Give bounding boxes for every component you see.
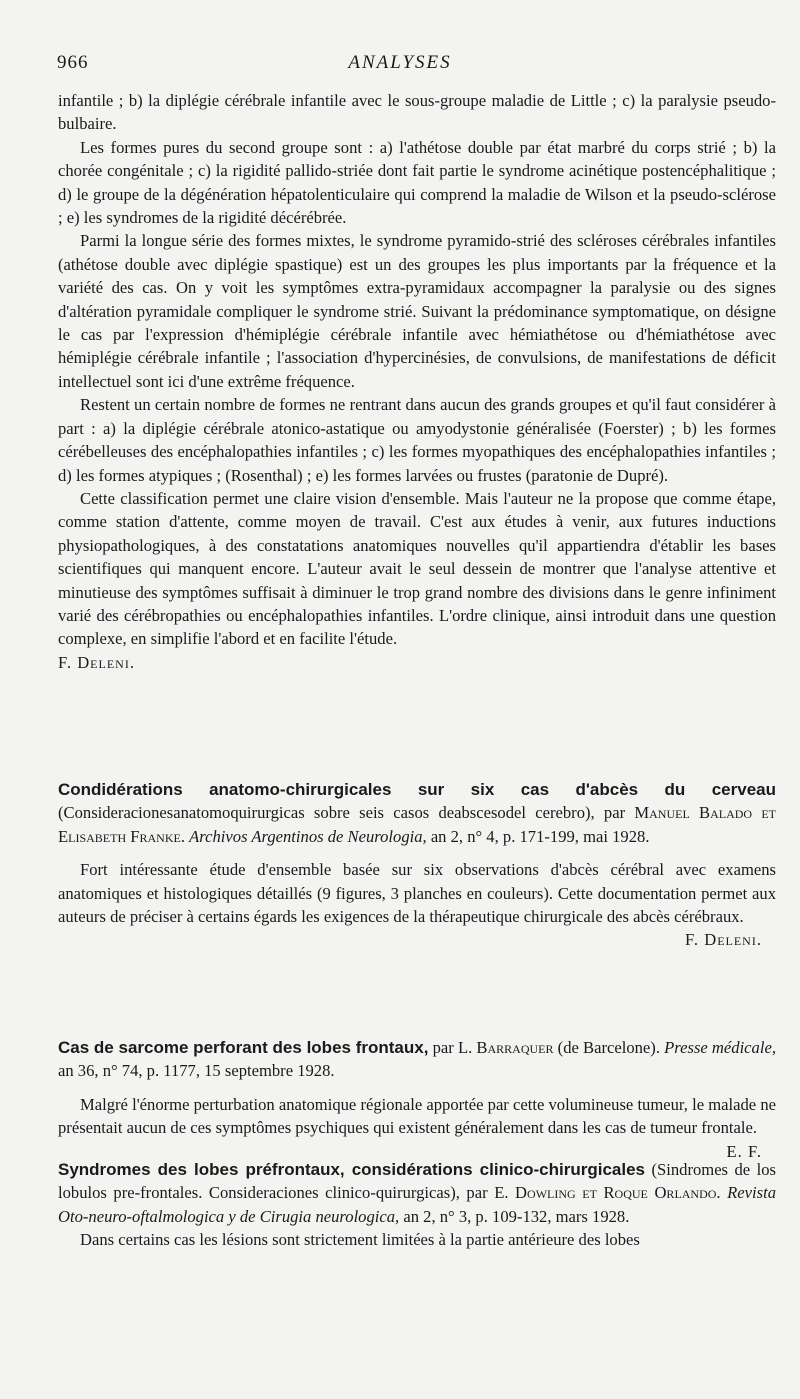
reviewer-signature: E. F. — [726, 1141, 762, 1161]
paragraph-classification: Cette classification permet une claire vision d'ensemble. Mais l'auteur ne la propose que comme étape, comme station d'attente, comme moyen de travail. C'est aux études à venir, aux futures inductions physiopathologiques, à des constatations anatomiques nouvelles qu'il appartiendra d'établir les bases scientifiques qui manquent encore. L'auteur avait le seul dessein de montrer que l'analyse attentive et minutieuse des symptômes suffisait à diminuer le trop grand nombre des divisions dans le genre infiniment varié des cérébropathies ou encéphalopathies infantiles. L'ordre clinique, ainsi introduit dans une question complexe, en simplifie l'abord et en facilite l'étude. — [58, 488, 776, 649]
review-lobes-prefrontaux — [58, 1158, 776, 1252]
paragraph-pure-forms: Les formes pures du second groupe sont : a) l'athétose double par état marbré du corps strié ; b) la chorée congénitale ; c) la rigidité pallido-striée dont fait partie le syndrome acinétique postencéphalitique ; d) le groupe de la dégénération hépatolenticulaire qui comprend la maladie de Wilson et la pseudo-sclérose ; e) les syndromes de la rigidité décérébrée. — [58, 137, 776, 228]
journal-name: Revista Oto-neuro-oftalmologica y de Cirugia neurologica, — [58, 1183, 777, 1226]
review-abces-cerveau — [58, 778, 776, 952]
authors: E. Dowling et Roque Orlando. — [494, 1183, 721, 1203]
reference-text: (Sindromes de los lobulos pre-frontales. Consideraciones clinico-quirurgicas), par — [58, 1160, 777, 1203]
review-heading — [58, 1158, 776, 1228]
author-location: (de Barcelone). — [553, 1038, 665, 1057]
paragraph-mixed-forms: Parmi la longue série des formes mixtes, le syndrome pyramido-strié des scléroses cérébrales infantiles (athétose double avec diplégie spastique) est un des groupes les plus importants par la fréquence et la variété des cas. On y voit les symptômes extra-pyramidaux accompagner la paralysie ou des signes d'altération pyramidale compliquer le syndrome strié. Suivant la prédominance symptomatique, on désigne le cas par l'expression d'hémiplégie cérébrale infantile avec hémiathétose ou d'hémiathétose avec hémiplégie cérébrale infantile ; l'association d'hypercinésies, de convulsions, de manifestations de déficit intellectuel sont ici d'une extrême fréquence. — [58, 231, 776, 391]
paragraph-continued: infantile ; b) la diplégie cérébrale infantile avec le sous-groupe maladie de Little ; c) la paralysie pseudo-bulbaire. — [58, 91, 776, 134]
reviewer-signature: F. Deleni. — [685, 930, 762, 950]
reference-details: an 36, n° 74, p. 1177, 15 septembre 1928. — [58, 1061, 335, 1081]
paragraph-other-forms: Restent un certain nombre de formes ne rentrant dans aucun des grands groupes et qu'il faut considérer à part : a) la diplégie cérébrale atonico-astatique ou amyodystonie généralisée (Foerster) ; b) les formes cérébelleuses des encéphalopathies infantiles ; c) les formes myopathiques des encéphalopathies infantiles ; d) les formes atypiques ; (Rosenthal) ; e) les formes larvées ou frustes (paratonie de Dupré). — [58, 395, 776, 485]
article-title: Syndromes des lobes préfrontaux, considérations clinico-chirurgicales — [58, 1160, 646, 1179]
reference-text: par — [428, 1038, 458, 1057]
review-body: Dans certains cas les lésions sont strictement limitées à la partie antérieure des lobes — [80, 1230, 640, 1250]
journal-name: Presse médicale, — [664, 1038, 776, 1057]
review-body — [58, 1093, 776, 1161]
reference-details: an 2, n° 4, p. 171-199, mai 1928. — [426, 826, 650, 846]
review-heading — [58, 1036, 776, 1083]
review-sarcome — [58, 1036, 776, 1163]
article-title: Cas de sarcome perforant des lobes frontaux, — [58, 1038, 429, 1057]
review-body-text: Malgré l'énorme perturbation anatomique régionale apportée par cette volumineuse tumeur, le malade ne présentait aucun de ces symptômes psychiques qui existent généralement dans les cas de tumeur frontale. — [58, 1094, 776, 1138]
authors: Manuel Balado et Elisabeth Franke. — [58, 803, 776, 846]
review-continuation — [58, 89, 776, 674]
review-heading — [58, 778, 776, 848]
running-title: ANALYSES — [348, 52, 452, 73]
page-number: 966 — [57, 52, 89, 73]
journal-name: Archivos Argentinos de Neurologia, — [189, 826, 427, 846]
page-header — [0, 52, 800, 76]
review-body — [58, 858, 776, 950]
authors: L. Barraquer — [457, 1038, 554, 1057]
article-title: Condidérations anatomo-chirurgicales sur six cas d'abcès du cerveau — [58, 780, 776, 799]
review-body-text: Fort intéressante étude d'ensemble basée sur six observations d'abcès cérébral avec examens anatomiques et histologiques détaillés (9 figures, 3 planches en couleurs). Cette documentation permet aux auteurs de préciser à certains égards les exigences de la thérapeutique chirurgicale des abcès cérébraux. — [58, 860, 776, 927]
reference-details: an 2, n° 3, p. 109-132, mars 1928. — [399, 1206, 630, 1226]
reference-text: (Consideracionesanatomoquirurgicas sobre seis casos deabscesodel cerebro), par — [58, 803, 635, 823]
reviewer-signature: F. Deleni. — [58, 652, 135, 672]
